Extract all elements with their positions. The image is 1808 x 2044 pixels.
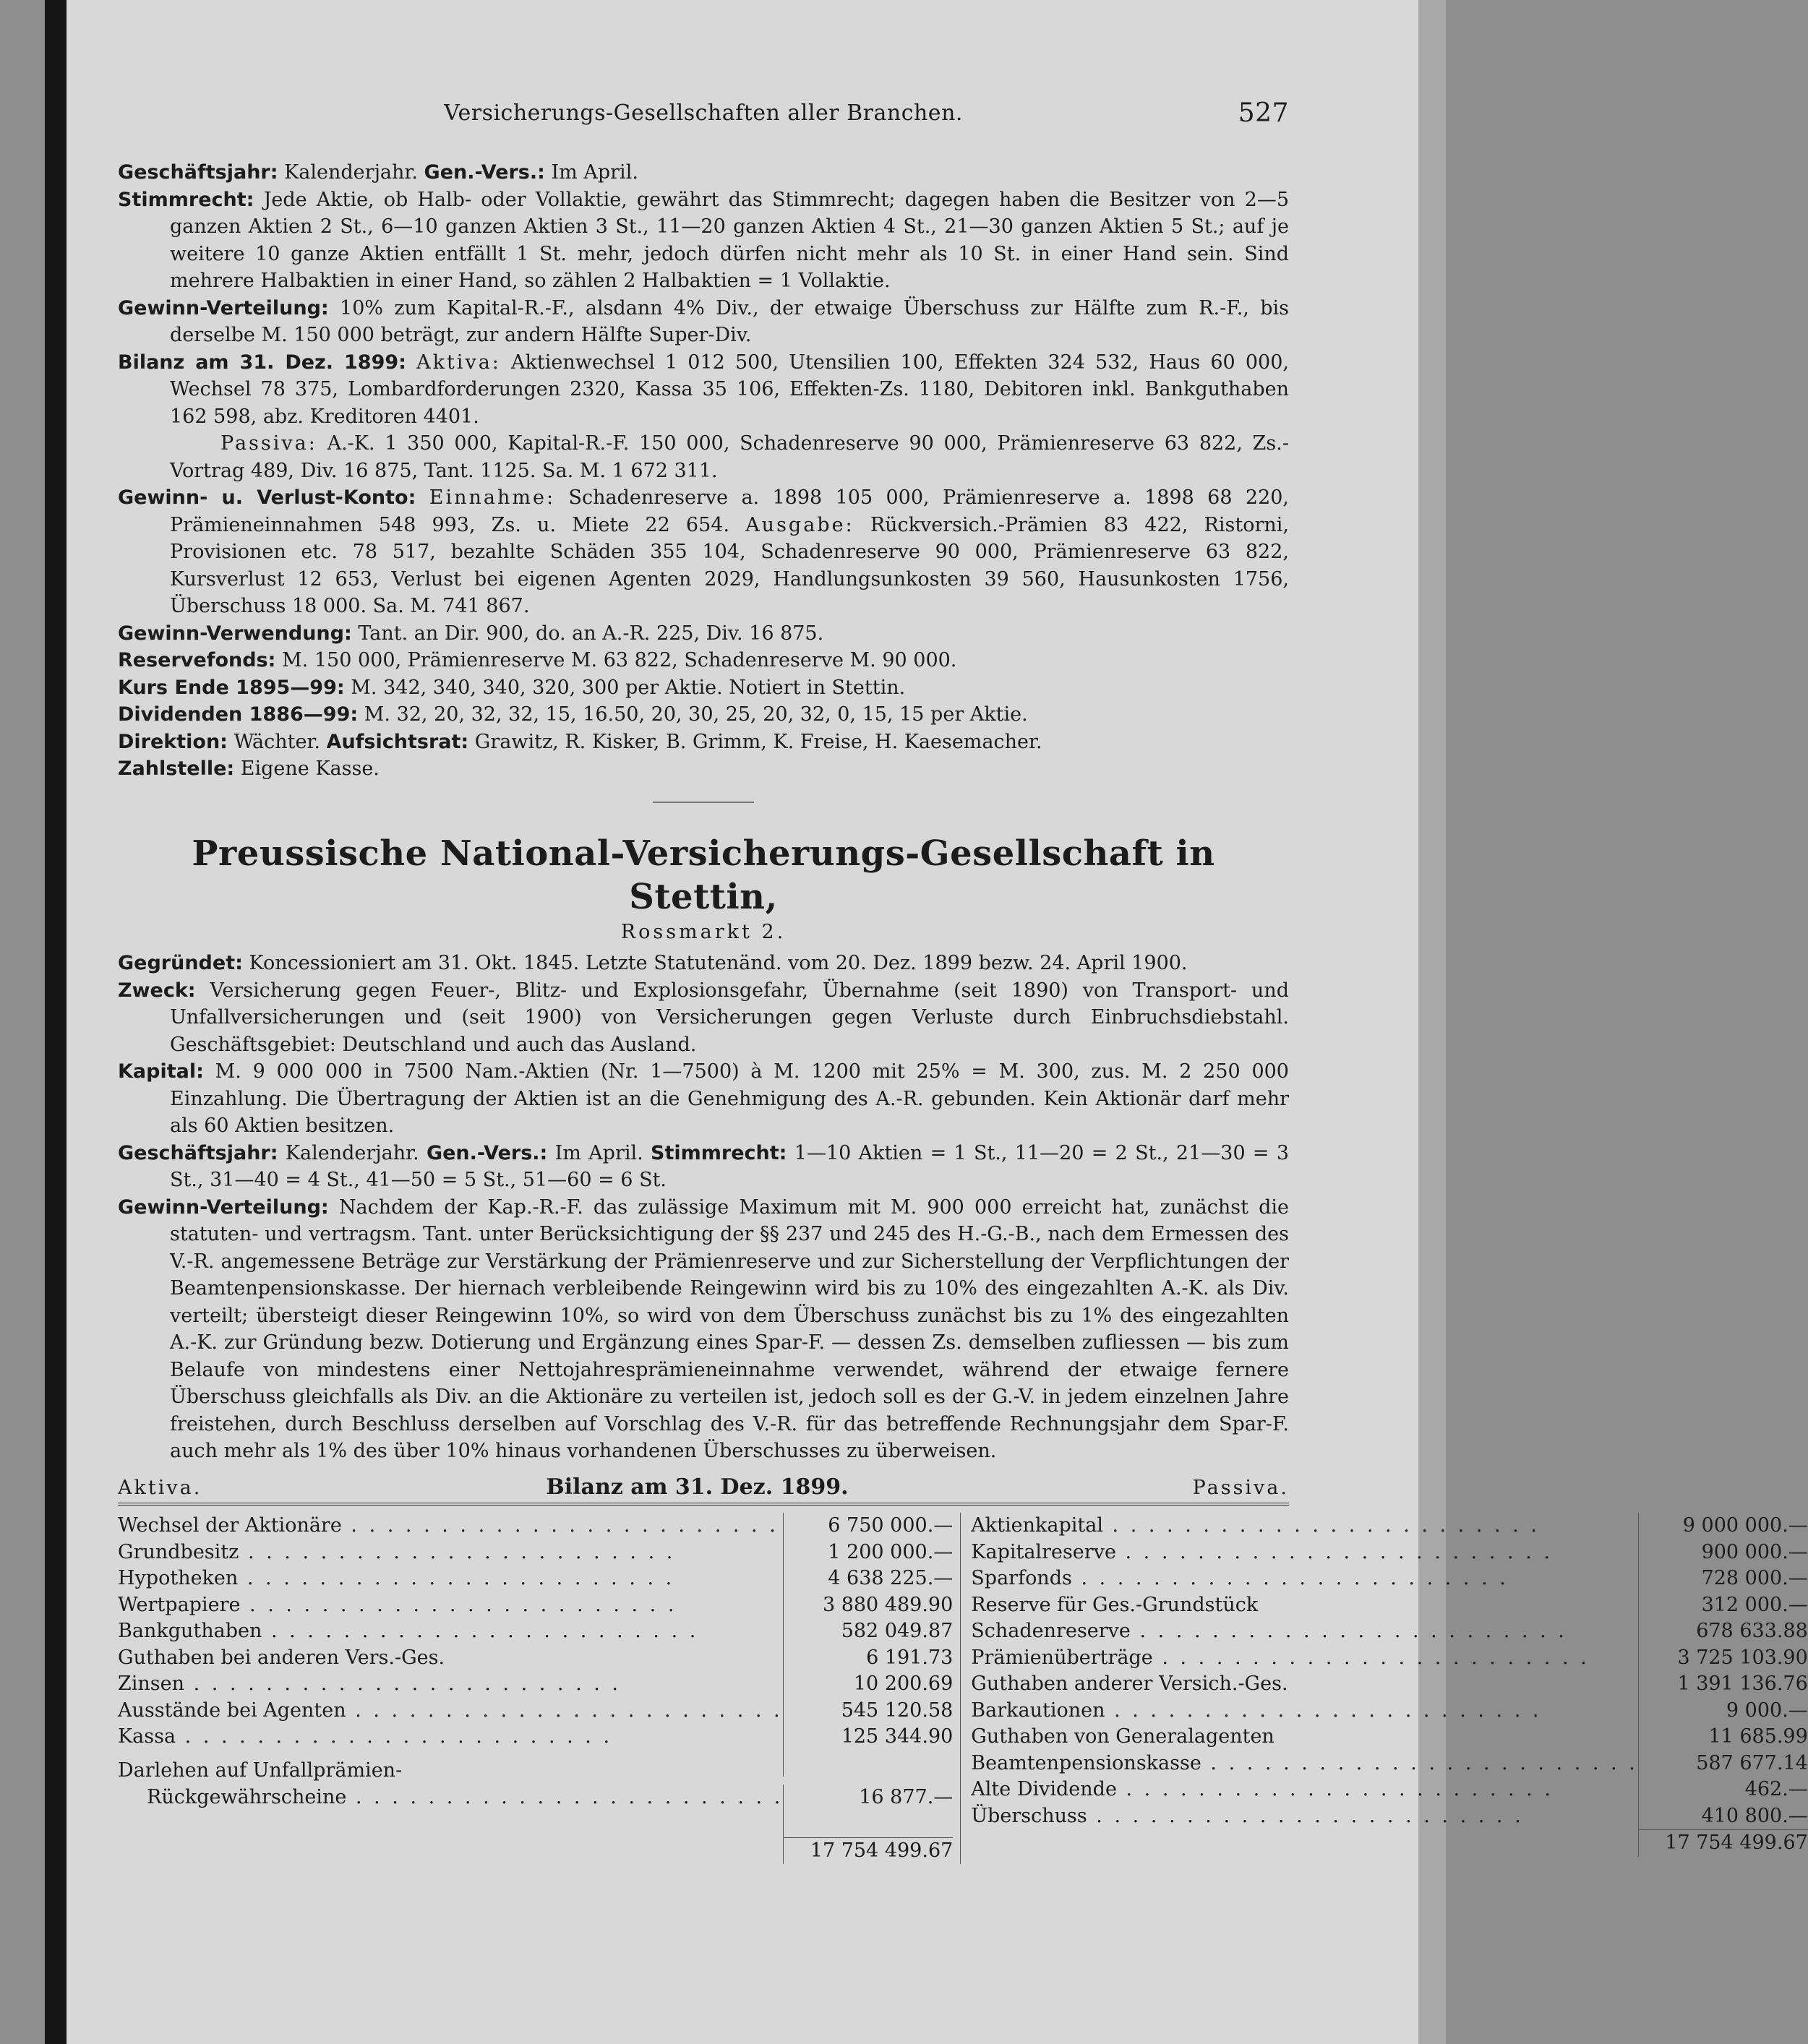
passiva-row: Prämienüberträge . . . 3 725 103.90 [971,1645,1808,1672]
entry-direktion-prev: Direktion: Wächter. Aufsichtsrat: Grawitz, R. Kisker, B. Grimm, K. Freise, H. Kaesemacher. [118,730,1042,753]
entry-zweck: Zweck: Versicherung gegen Feuer-, Blitz- und Explosionsgefahr, Übernahme (seit 1890) von Transport- und Unfallversicherungen und (seit 1900) von Versicherungen gegen Verluste durch Einbruchsdiebstahl. Geschäftsgebiet: Deutschland und auch das Ausland. [118,979,1289,1056]
passiva-row: Beamtenpensionskasse . . . 587 677.14 [971,1751,1808,1777]
entry-stimmrecht-prev: Stimmrecht: Jede Aktie, ob Halb- oder Vollaktie, gewährt das Stimmrecht; dagegen haben die Besitzer von 2—5 ganzen Aktien 2 St., 6—10 ganzen Aktien 3 St., 11—20 ganzen Aktien 4 St., 21—30 ganzen Aktien 5 St.; auf je weitere 10 ganze Aktien entfällt 1 St. mehr, jedoch dürfen nicht mehr als 10 St. in einer Hand sein. Sind mehrere Halbaktien in einer Hand, so zählen 2 Halbaktien = 1 Vollaktie. [118,188,1290,292]
entry-gewinn-verteilung: Gewinn-Verteilung: Nachdem der Kap.-R.-F. das zulässige Maximum mit M. 900 000 erreicht hat, zunächst die statuten- und vertragsm. Tant. unter Berücksichtigung der §§ 237 und 245 des H.-G.-B., nach dem Ermessen des V.-R. angemessene Beträge zur Verstärkung der Prämienreserve und zur Sicherstellung der Verpflichtungen der Beamtenpensionskasse. Der hiernach verbleibende Reingewinn wird bis zu 10% des eingezahlten A.-K. als Div. verteilt; übersteigt dieser Reingewinn 10%, so wird von dem Überschuss zunächst bis zu 1% des eingezahlten A.-K. zur Gründung bezw. Dotierung und Ergänzung eines Spar-F. — dessen Zs. demselben zufliessen — bis zum Belaufe von mindestens einer Nettojahresprämieneinnahme verwendet, während der etwaige fernere Überschuss gleichfalls als Div. an die Aktionäre zu verteilen ist, jedoch soll es der G.-V. in jedem einzelnen Jahre freistehen, durch Beschluss derselben auf Vorschlag des V.-R. für das betreffende Rechnungsjahr dem Spar-F. auch mehr als 1% des über 10% hinaus vorhandenen Überschusses zu überweisen. [118,1195,1289,1462]
aktiva-row: Kassa . . . 125 344.90 [118,1724,953,1751]
aktiva-row: Grundbesitz . . . 1 200 000.— [118,1540,953,1566]
entry-gewinn-verlust-konto-prev: Gewinn- u. Verlust-Konto: Einnahme: Schadenreserve a. 1898 105 000, Prämienreserve a. 1898 68 220, Prämieneinnahmen 548 993, Zs. u. Miete 22 654. Ausgabe: Rückversich.-Prämien 83 422, Ristorni, Provisionen etc. 78 517, bezahlte Schäden 355 104, Schadenreserve 90 000, Prämienreserve 63 822, Kursverlust 12 653, Verlust bei eigenen Agenten 2029, Handlungsunkosten 39 560, Hausunkosten 1756, Überschuss 18 000. Sa. M. 741 867. [118,486,1290,617]
entry-zahlstelle-prev: Zahlstelle: Eigene Kasse. [118,757,380,780]
page-content [118,98,1808,1864]
aktiva-row: Guthaben bei anderen Vers.-Ges. 6 191.73 [118,1645,953,1672]
aktiva-total: 17 754 499.67 [783,1837,953,1865]
aktiva-row: Rückgewährscheine . . . 16 877.— [118,1785,953,1811]
entry-bilanz-passiva-prev: Passiva: A.-K. 1 350 000, Kapital-R.-F. 150 000, Schadenreserve 90 000, Prämienreserve 63 822, Zs.-Vortrag 489, Div. 16 875, Tant. 1125. Sa. M. 1 672 311. [170,432,1289,482]
passiva-row: Barkautionen . . . 9 000.— [971,1698,1808,1725]
entry-dividenden-prev: Dividenden 1886—99: M. 32, 20, 32, 32, 15, 16.50, 20, 30, 25, 20, 32, 0, 15, 15 per Aktie. [118,703,1028,726]
passiva-row: Kapitalreserve . . . 900 000.— [971,1540,1808,1566]
entry-bilanz-prev: Bilanz am 31. Dez. 1899: Aktiva: Aktienwechsel 1 012 500, Utensilien 100, Effekten 324 532, Haus 60 000, Wechsel 78 375, Lombardforderungen 2320, Kassa 35 106, Effekten-Zs. 1180, Debitoren inkl. Bankguthaben 162 598, abz. Kreditoren 4401. [118,351,1289,428]
aktiva-row: Wertpapiere . . . 3 880 489.90 [118,1592,953,1619]
aktiva-row: Ausstände bei Agenten . . . 545 120.58 [118,1698,953,1725]
entry-kapital: Kapital: M. 9 000 000 in 7500 Nam.-Aktien (Nr. 1—7500) à M. 1200 mit 25% = M. 300, zus. M. 2 250 000 Einzahlung. Die Übertragung der Aktien ist an die Genehmigung des A.-R. gebunden. Kein Aktionär darf mehr als 60 Aktien besitzen. [118,1060,1289,1137]
balance-sheet [118,1513,1808,1864]
passiva-row: Guthaben anderer Versich.-Ges. 1 391 136.76 [971,1671,1808,1698]
passiva-row: Reserve für Ges.-Grundstück 312 000.— [971,1592,1808,1619]
passiva-row: Aktienkapital . . . 9 000 000.— [971,1513,1808,1540]
aktiva-spacer [118,1811,953,1837]
aktiva-total-row [118,1837,953,1865]
passiva-total-row [971,1829,1808,1857]
entry-geschaeftsjahr: Geschäftsjahr: Kalenderjahr. Gen.-Vers.: Im April. Stimmrecht: 1—10 Aktien = 1 St., 11—20 = 2 St., 21—30 = 3 St., 31—40 = 4 St., 41—50 = 5 St., 51—60 = 6 St. [118,1141,1289,1191]
entry-gegruendet: Gegründet: Koncessioniert am 31. Okt. 1845. Letzte Statutenänd. vom 20. Dez. 1899 bezw. 24. April 1900. [118,952,1188,974]
balance-aktiva-heading: Aktiva. [118,1476,202,1499]
passiva-row: Guthaben von Generalagenten 11 685.99 [971,1724,1808,1751]
passiva-row: Überschuss . . . 410 800.— [971,1803,1808,1830]
passiva-column [960,1513,1808,1864]
aktiva-row: Zinsen . . . 10 200.69 [118,1671,953,1698]
passiva-row: Alte Dividende . . . 462.— [971,1777,1808,1803]
page-number: 527 [1238,98,1289,128]
company-title: Preussische National-Versicherungs-Gesellschaft in Stettin, [192,833,1215,917]
entry-geschaeftsjahr-prev: Geschäftsjahr: Kalenderjahr. Gen.-Vers.: Im April. [118,161,638,184]
entry-gewinn-verwendung-prev: Gewinn-Verwendung: Tant. an Dir. 900, do. an A.-R. 225, Div. 16 875. [118,622,824,645]
aktiva-row: Bankguthaben . . . 582 049.87 [118,1618,953,1645]
entry-reservefonds-prev: Reservefonds: M. 150 000, Prämienreserve M. 63 822, Schadenreserve M. 90 000. [118,649,957,671]
aktiva-row: Wechsel der Aktionäre . . . 6 750 000.— [118,1513,953,1540]
running-title: Versicherungs-Gesellschaften aller Branchen. [444,100,963,126]
balance-passiva-heading: Passiva. [1192,1476,1289,1499]
running-head [118,100,1289,136]
entry-kurs-prev: Kurs Ende 1895—99: M. 342, 340, 340, 320, 300 per Aktie. Notiert in Stettin. [118,676,906,699]
balance-title: Bilanz am 31. Dez. 1899. [546,1474,849,1500]
passiva-row: Sparfonds . . . 728 000.— [971,1566,1808,1592]
aktiva-row: Hypotheken . . . 4 638 225.— [118,1566,953,1592]
aktiva-row: Darlehen auf Unfallprämien- [118,1751,953,1785]
balance-header [118,1474,1289,1506]
passiva-total: 17 754 499.67 [1638,1829,1808,1857]
section-divider [653,802,754,803]
passiva-row: Schadenreserve . . . 678 633.88 [971,1618,1808,1645]
entry-gewinn-verteilung-prev: Gewinn-Verteilung: 10% zum Kapital-R.-F., alsdann 4% Div., der etwaige Überschuss zur Hälfte zum R.-F., bis derselbe M. 150 000 beträgt, zur andern Hälfte Super-Div. [118,296,1289,346]
company-address: Rossmarkt 2. [620,920,787,943]
book-binding [45,0,67,2044]
aktiva-column [118,1513,960,1864]
